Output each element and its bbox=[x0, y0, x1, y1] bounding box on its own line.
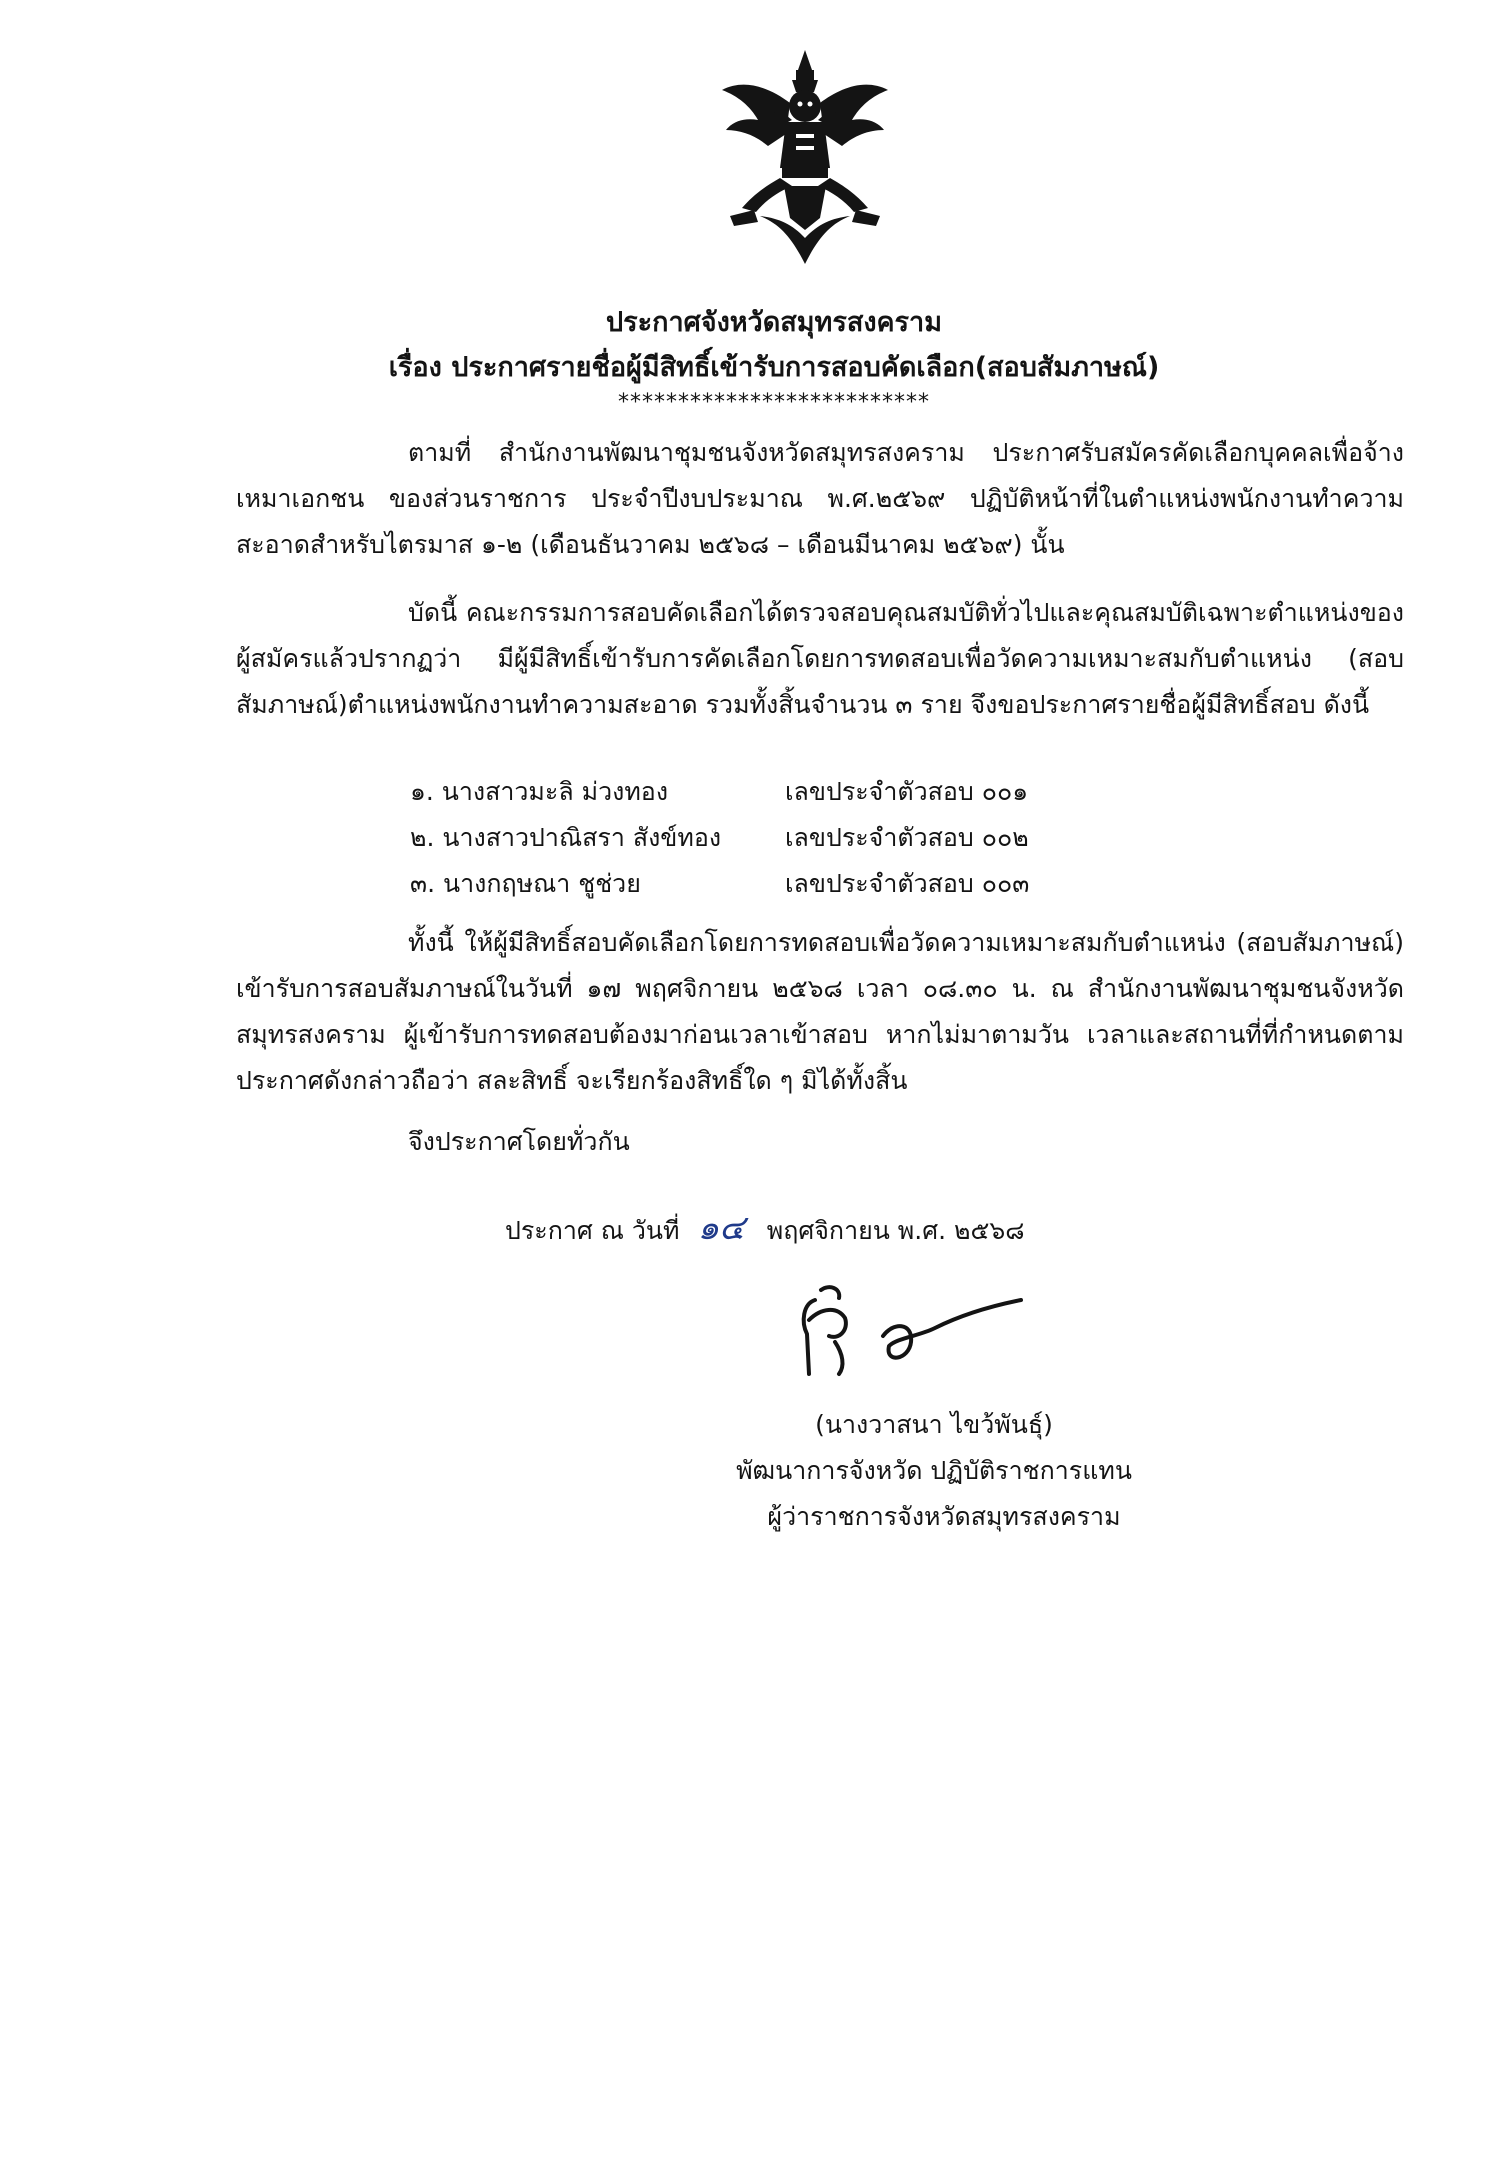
garuda-emblem-icon bbox=[720, 48, 890, 268]
signer-name: (นางวาสนา ไขว้พันธุ์) bbox=[815, 1410, 1053, 1439]
title-separator: ************************** bbox=[618, 390, 930, 415]
signer-position: พัฒนาการจังหวัด ปฏิบัติราชการแทน bbox=[736, 1456, 1132, 1485]
candidate-exam-id: เลขประจำตัวสอบ ๐๐๑ bbox=[785, 777, 1029, 806]
candidate-exam-id: เลขประจำตัวสอบ ๐๐๒ bbox=[785, 823, 1029, 852]
candidate-name: ๓. นางกฤษณา ชูช่วย bbox=[410, 869, 641, 898]
announcement-date bbox=[505, 1200, 1025, 1254]
announcement-subject: เรื่อง ประกาศรายชื่อผู้มีสิทธิ์เข้ารับการสอบคัดเลือก(สอบสัมภาษณ์) bbox=[388, 352, 1160, 383]
handwritten-signature bbox=[785, 1270, 1045, 1390]
candidate-row bbox=[410, 818, 1310, 860]
closing-statement: จึงประกาศโดยทั่วกัน bbox=[408, 1127, 630, 1156]
candidate-exam-id: เลขประจำตัวสอบ ๐๐๓ bbox=[785, 869, 1030, 898]
date-month-year: พฤศจิกายน พ.ศ. ๒๕๖๘ bbox=[766, 1216, 1025, 1245]
signer-on-behalf: ผู้ว่าราชการจังหวัดสมุทรสงคราม bbox=[767, 1502, 1121, 1531]
paragraph-review: บัดนี้ คณะกรรมการสอบคัดเลือกได้ตรวจสอบคุณสมบัติทั่วไปและคุณสมบัติเฉพาะตำแหน่งของผู้สมัครแล้วปรากฏว่า มีผู้มีสิทธิ์เข้ารับการคัดเลือกโดยการทดสอบเพื่อวัดความเหมาะสมกับตำแหน่ง (สอบสัมภาษณ์)ตำแหน่งพนักงานทำความสะอาด รวมทั้งสิ้นจำนวน ๓ ราย จึงขอประกาศรายชื่อผู้มีสิทธิ์สอบ ดังนี้ bbox=[236, 598, 1404, 719]
candidate-row bbox=[410, 864, 1310, 906]
announcement-title: ประกาศจังหวัดสมุทรสงคราม bbox=[605, 307, 943, 338]
candidate-name: ๒. นางสาวปาณิสรา สังข์ทอง bbox=[410, 823, 722, 852]
paragraph-interview-details: ทั้งนี้ ให้ผู้มีสิทธิ์สอบคัดเลือกโดยการทดสอบเพื่อวัดความเหมาะสมกับตำแหน่ง (สอบสัมภาษณ์) เข้ารับการสอบสัมภาษณ์ในวันที่ ๑๗ พฤศจิกายน ๒๕๖๘ เวลา ๐๘.๓๐ น. ณ สำนักงานพัฒนาชุมชนจังหวัดสมุทรสงคราม ผู้เข้ารับการทดสอบต้องมาก่อนเวลาเข้าสอบ หากไม่มาตามวัน เวลาและสถานที่ที่กำหนดตามประกาศดังกล่าวถือว่า สละสิทธิ์ จะเรียกร้องสิทธิ์ใด ๆ มิได้ทั้งสิ้น bbox=[236, 928, 1404, 1095]
paragraph-background: ตามที่ สำนักงานพัฒนาชุมชนจังหวัดสมุทรสงคราม ประกาศรับสมัครคัดเลือกบุคคลเพื่อจ้างเหมาเอกชน ของส่วนราชการ ประจำปีงบประมาณ พ.ศ.๒๕๖๙ ปฏิบัติหน้าที่ในตำแหน่งพนักงานทำความสะอาดสำหรับไตรมาส ๑-๒ (เดือนธันวาคม ๒๕๖๘ – เดือนมีนาคม ๒๕๖๙) นั้น bbox=[236, 438, 1404, 559]
date-label: ประกาศ ณ วันที่ bbox=[505, 1216, 680, 1245]
handwritten-day: ๑๔ bbox=[697, 1208, 745, 1248]
candidate-row bbox=[410, 772, 1310, 814]
candidate-name: ๑. นางสาวมะลิ ม่วงทอง bbox=[410, 777, 669, 806]
